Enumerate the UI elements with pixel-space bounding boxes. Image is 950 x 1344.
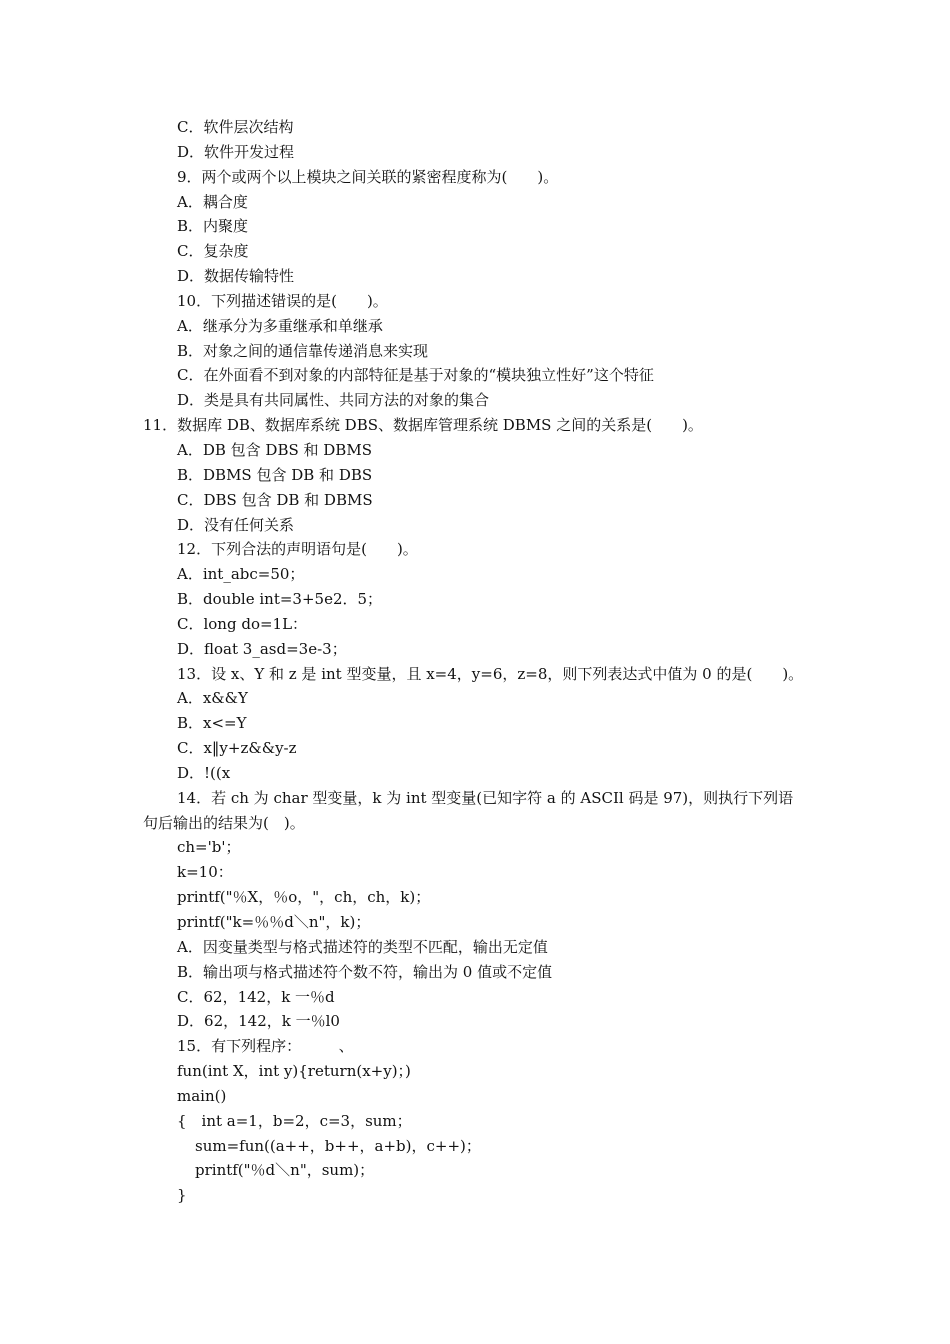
- option-b-q14: B．输出项与格式描述符个数不符，输出为 0 值或不定值: [177, 962, 553, 981]
- code-line: { int a=1，b=2，c=3，sum；: [177, 1111, 412, 1130]
- option-b-q12: B．double int=3+5e2．5；: [177, 590, 383, 609]
- question-10: 10．下列描述错误的是( )。: [177, 291, 388, 310]
- option-a-q12: A．int_abc=50；: [177, 565, 305, 584]
- option-d-q10: D．类是具有共同属性、共同方法的对象的集合: [177, 391, 490, 410]
- code-line: fun(int X，int y){return(x+y)；): [177, 1062, 411, 1081]
- option-a-q10: A．继承分为多重继承和单继承: [177, 316, 383, 335]
- code-line: printf("％X，％o，"，ch，ch，k)；: [177, 888, 431, 907]
- document-page: [0, 115, 950, 1208]
- option-d-q14: D．62，142，k 一％l0: [177, 1012, 340, 1031]
- question-12: 12．下列合法的声明语句是( )。: [177, 540, 418, 559]
- question-14: 14．若 ch 为 char 型变量，k 为 int 型变量(已知字符 a 的 ASCIl 码是 97)，则执行下列语: [177, 788, 794, 807]
- option-c-q10: C．在外面看不到对象的内部特征是基于对象的“模块独立性好”这个特征: [177, 366, 654, 385]
- option-c-q9: C．复杂度: [177, 242, 249, 261]
- option-a-q14: A．因变量类型与格式描述符的类型不匹配，输出无定值: [177, 937, 548, 956]
- option-c-q8: C．软件层次结构: [177, 118, 294, 136]
- option-c-q11: C．DBS 包含 DB 和 DBMS: [177, 490, 373, 509]
- question-13: 13．设 x、Y 和 z 是 int 型变量，且 x=4，y=6，z=8，则下列表达式中值为 0 的是( )。: [177, 664, 804, 683]
- option-c-q12: C．long do=1L：: [177, 614, 308, 633]
- code-line: printf("k=％％d＼n"，k)；: [177, 913, 371, 931]
- code-line: main(): [177, 1086, 227, 1105]
- option-d-q13: D．!((x: [177, 763, 231, 782]
- option-d-q9: D．数据传输特性: [177, 267, 295, 286]
- option-d-q8: D．软件开发过程: [177, 142, 295, 161]
- question-14-continued: 句后输出的结果为( )。: [143, 813, 305, 832]
- option-a-q11: A．DB 包含 DBS 和 DBMS: [177, 440, 372, 459]
- question-11: 11．数据库 DB、数据库系统 DBS、数据库管理系统 DBMS 之间的关系是( )。: [143, 416, 703, 435]
- option-a-q13: A．x&&Y: [177, 689, 248, 708]
- code-line: ch='b'；: [177, 838, 241, 857]
- option-d-q11: D．没有任何关系: [177, 515, 295, 534]
- option-b-q13: B．x<=Y: [177, 714, 247, 733]
- option-b-q11: B．DBMS 包含 DB 和 DBS: [177, 465, 373, 484]
- option-a-q9: A．耦合度: [177, 192, 248, 211]
- option-c-q14: C．62，142，k 一％d: [177, 987, 335, 1006]
- question-15: 15．有下列程序： 、: [177, 1037, 354, 1056]
- option-d-q12: D．float 3_asd=3e-3；: [177, 639, 347, 658]
- question-9: 9．两个或两个以上模块之间关联的紧密程度称为( )。: [177, 167, 559, 186]
- code-line: sum=fun((a++，b++，a+b)，c++)；: [195, 1136, 481, 1155]
- code-line: printf("％d＼n"，sum)；: [195, 1161, 375, 1180]
- option-b-q9: B．内聚度: [177, 217, 249, 236]
- option-b-q10: B．对象之间的通信靠传递消息来实现: [177, 341, 429, 360]
- code-line: k=10：: [177, 863, 233, 882]
- option-c-q13: C．x‖y+z&&y-z: [177, 739, 297, 758]
- code-line: }: [177, 1186, 187, 1205]
